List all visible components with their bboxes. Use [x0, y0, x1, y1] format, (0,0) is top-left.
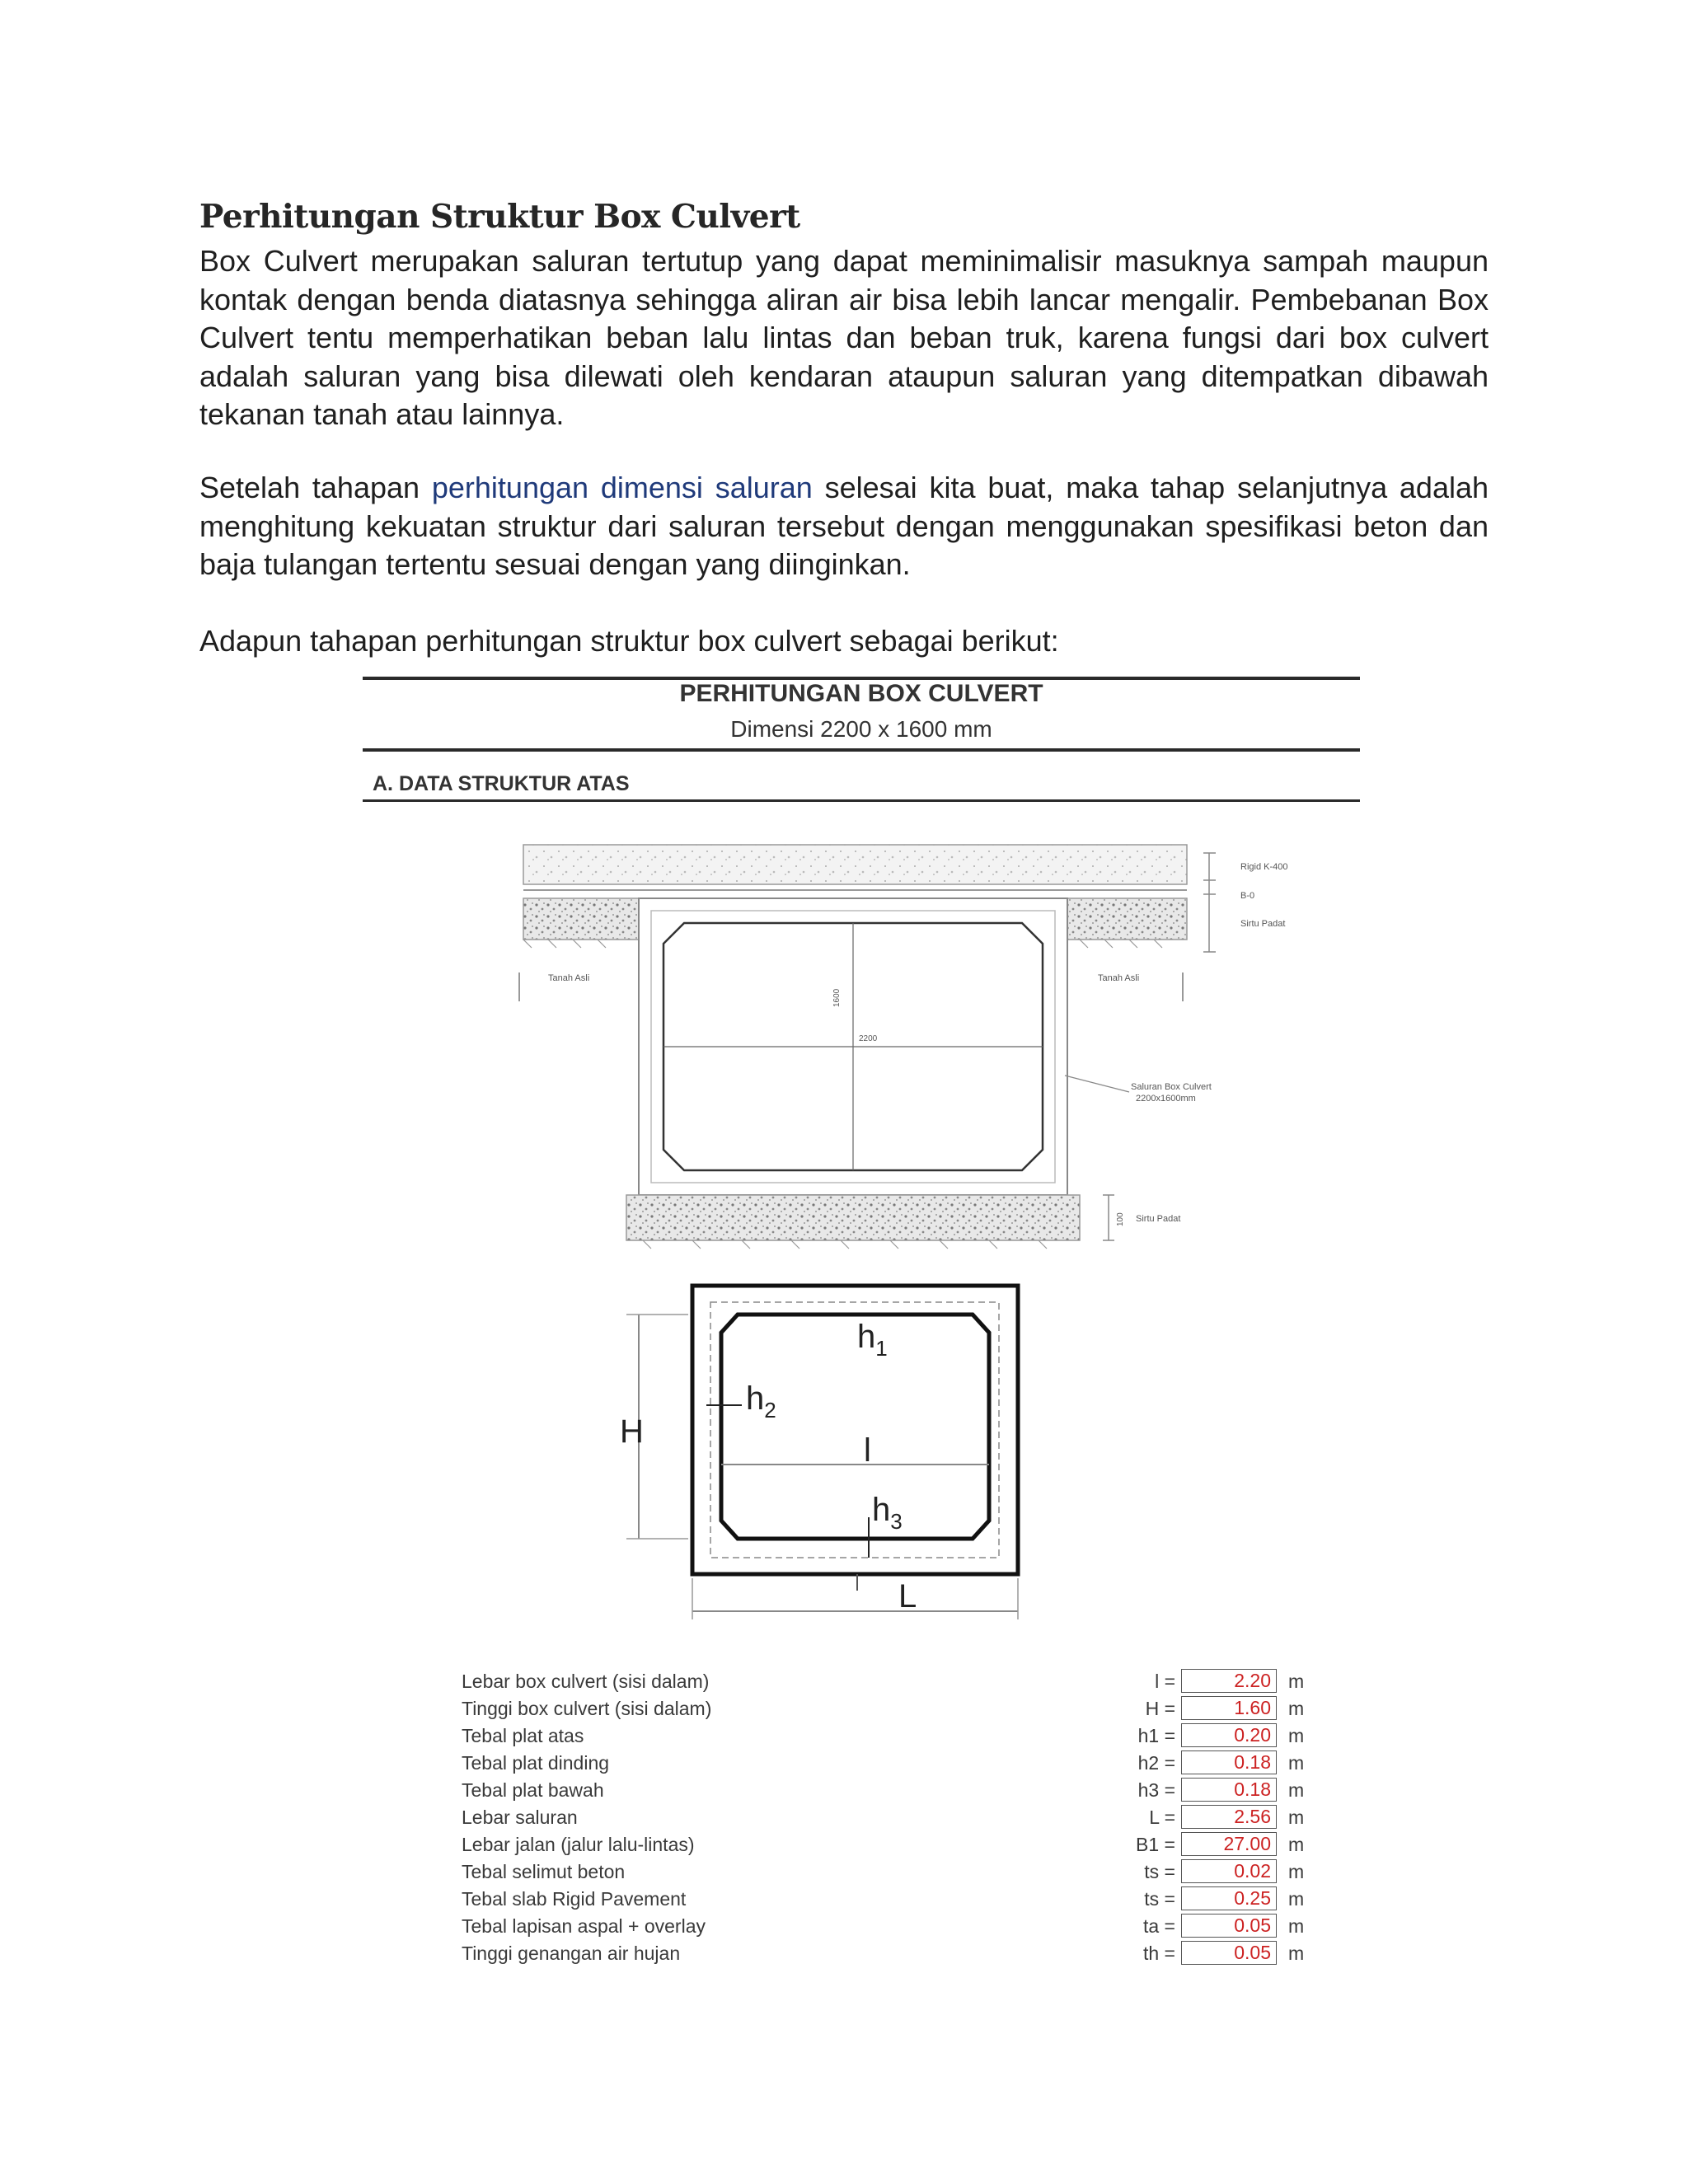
parameter-value: 1.60	[1181, 1696, 1277, 1720]
parameter-symbol: h2 =	[1137, 1752, 1175, 1774]
figure-subtitle: Dimensi 2200 x 1600 mm	[730, 716, 992, 742]
parameter-unit: m	[1288, 1915, 1305, 1937]
l-label: l	[864, 1432, 871, 1469]
inner-height-dim: 1600	[832, 988, 842, 1007]
sirtu-bottom-label: Sirtu Padat	[1136, 1214, 1181, 1224]
paragraph-text-before: Setelah tahapan	[199, 471, 432, 504]
paragraph-next-step	[199, 469, 1489, 584]
h2-label	[746, 1380, 776, 1422]
parameter-label: Lebar jalan (jalur lalu-lintas)	[462, 1834, 695, 1855]
parameter-unit: m	[1288, 1725, 1305, 1746]
parameter-row	[462, 1832, 1327, 1859]
inner-width-dim: 2200	[859, 1034, 878, 1043]
parameter-unit: m	[1288, 1779, 1305, 1801]
parameter-row	[462, 1941, 1327, 1968]
parameter-label: Tebal plat dinding	[462, 1752, 610, 1774]
parameter-value: 0.18	[1181, 1778, 1277, 1802]
parameter-label: Tinggi genangan air hujan	[462, 1943, 681, 1964]
parameter-symbol: L =	[1149, 1807, 1175, 1828]
lc-label: B-0	[1240, 891, 1255, 901]
parameter-symbol: ta =	[1142, 1915, 1175, 1937]
parameter-unit: m	[1288, 1943, 1305, 1964]
parameter-unit: m	[1288, 1807, 1305, 1828]
parameter-unit: m	[1288, 1698, 1305, 1719]
parameter-row	[462, 1805, 1327, 1832]
parameter-value: 0.05	[1181, 1914, 1277, 1938]
parameter-symbol: l =	[1155, 1671, 1175, 1692]
parameter-symbol: ts =	[1144, 1888, 1175, 1910]
parameter-symbol: H =	[1145, 1698, 1175, 1719]
figure-title: PERHITUNGAN BOX CULVERT	[679, 680, 1043, 707]
rigid-pavement-layer	[523, 845, 1187, 884]
sirtu-left	[523, 898, 639, 940]
section-heading: A. DATA STRUKTUR ATAS	[373, 772, 630, 795]
parameter-value: 0.02	[1181, 1859, 1277, 1883]
dimensi-saluran-link[interactable]: perhitungan dimensi saluran	[431, 471, 813, 504]
L-label: L	[898, 1578, 917, 1615]
parameter-value: 0.18	[1181, 1750, 1277, 1774]
parameter-symbol: B1 =	[1136, 1834, 1175, 1855]
parameter-label: Tebal plat bawah	[462, 1779, 604, 1801]
parameter-unit: m	[1288, 1888, 1305, 1910]
cross-section-drawing	[511, 832, 1335, 1257]
sirtu-right	[1067, 898, 1187, 940]
parameter-symbol: th =	[1142, 1943, 1175, 1964]
parameter-row	[462, 1750, 1327, 1778]
paragraph-steps-intro: Adapun tahapan perhitungan struktur box culvert sebagai berikut:	[199, 624, 1059, 658]
parameter-symbol: h1 =	[1137, 1725, 1175, 1746]
parameter-row	[462, 1669, 1327, 1696]
parameter-label: Tebal plat atas	[462, 1725, 584, 1746]
ground-left-label: Tanah Asli	[548, 973, 590, 983]
parameter-value: 2.56	[1181, 1805, 1277, 1829]
h1-label	[857, 1319, 888, 1361]
parameter-label: Lebar box culvert (sisi dalam)	[462, 1671, 710, 1692]
figure-mid-rule	[363, 748, 1360, 752]
h3-label	[872, 1492, 903, 1534]
parameter-symbol: ts =	[1144, 1861, 1175, 1882]
parameter-label: Tebal selimut beton	[462, 1861, 626, 1882]
bottom-dim-label: 100	[1116, 1212, 1125, 1226]
h2-subscript: 2	[764, 1398, 776, 1422]
h3-subscript: 3	[890, 1509, 903, 1534]
parameter-value: 0.20	[1181, 1723, 1277, 1747]
h1-subscript: 1	[875, 1336, 888, 1361]
parameter-unit: m	[1288, 1861, 1305, 1882]
callout-leader	[1065, 1076, 1129, 1092]
h2-letter: h	[746, 1380, 765, 1417]
ground-right-label: Tanah Asli	[1098, 973, 1140, 983]
parameter-row	[462, 1859, 1327, 1886]
section-opening	[721, 1315, 989, 1539]
parameter-symbol: h3 =	[1137, 1779, 1175, 1801]
parameter-row	[462, 1696, 1327, 1723]
h1-letter: h	[857, 1319, 876, 1355]
parameter-value: 0.05	[1181, 1941, 1277, 1965]
callout-text-2: 2200x1600mm	[1136, 1094, 1196, 1104]
H-label: H	[620, 1413, 644, 1450]
callout-text-1: Saluran Box Culvert	[1131, 1082, 1212, 1092]
dimension-notation-drawing	[610, 1273, 1071, 1636]
parameter-row	[462, 1914, 1327, 1941]
section-rule	[363, 799, 1360, 802]
parameter-unit: m	[1288, 1752, 1305, 1774]
parameter-value: 0.25	[1181, 1886, 1277, 1910]
paragraph-text-after: selesai kita buat, maka tahap selanjutnya adalah menghitung kekuatan struktur dari saluran tersebut dengan menggunakan spesifikasi beton dan baja tulangan tertentu sesuai dengan yang diinginkan.	[199, 471, 1489, 581]
paragraph-intro: Box Culvert merupakan saluran tertutup yang dapat meminimalisir masuknya sampah maupun kontak dengan benda diatasnya sehingga aliran air bisa lebih lancar mengalir. Pembebanan Box Culvert tentu memperhatikan beban lalu lintas dan beban truk, karena fungsi dari box culvert adalah saluran yang bisa dilewati oleh kendaran ataupun saluran yang ditempatkan dibawah tekanan tanah atau lainnya.	[199, 244, 1489, 431]
parameter-label: Tebal lapisan aspal + overlay	[462, 1915, 706, 1937]
parameter-unit: m	[1288, 1834, 1305, 1855]
parameter-label: Tebal slab Rigid Pavement	[462, 1888, 687, 1910]
bottom-dimension-line	[1103, 1195, 1114, 1240]
article-title: Perhitungan Struktur Box Culvert	[199, 198, 800, 236]
sirtu-top-label: Sirtu Padat	[1240, 919, 1286, 929]
section-inner-dashed	[710, 1302, 999, 1558]
parameter-value: 27.00	[1181, 1832, 1277, 1856]
layer-dimension-lines	[1203, 853, 1216, 952]
parameter-unit: m	[1288, 1671, 1305, 1692]
parameter-label: Lebar saluran	[462, 1807, 578, 1828]
section-outer	[692, 1286, 1018, 1574]
parameter-row	[462, 1778, 1327, 1805]
sirtu-bottom	[626, 1195, 1080, 1240]
h3-letter: h	[872, 1492, 891, 1528]
parameter-row	[462, 1723, 1327, 1750]
parameter-label: Tinggi box culvert (sisi dalam)	[462, 1698, 712, 1719]
rigid-label: Rigid K-400	[1240, 862, 1288, 872]
parameter-row	[462, 1886, 1327, 1914]
parameter-value: 2.20	[1181, 1669, 1277, 1693]
